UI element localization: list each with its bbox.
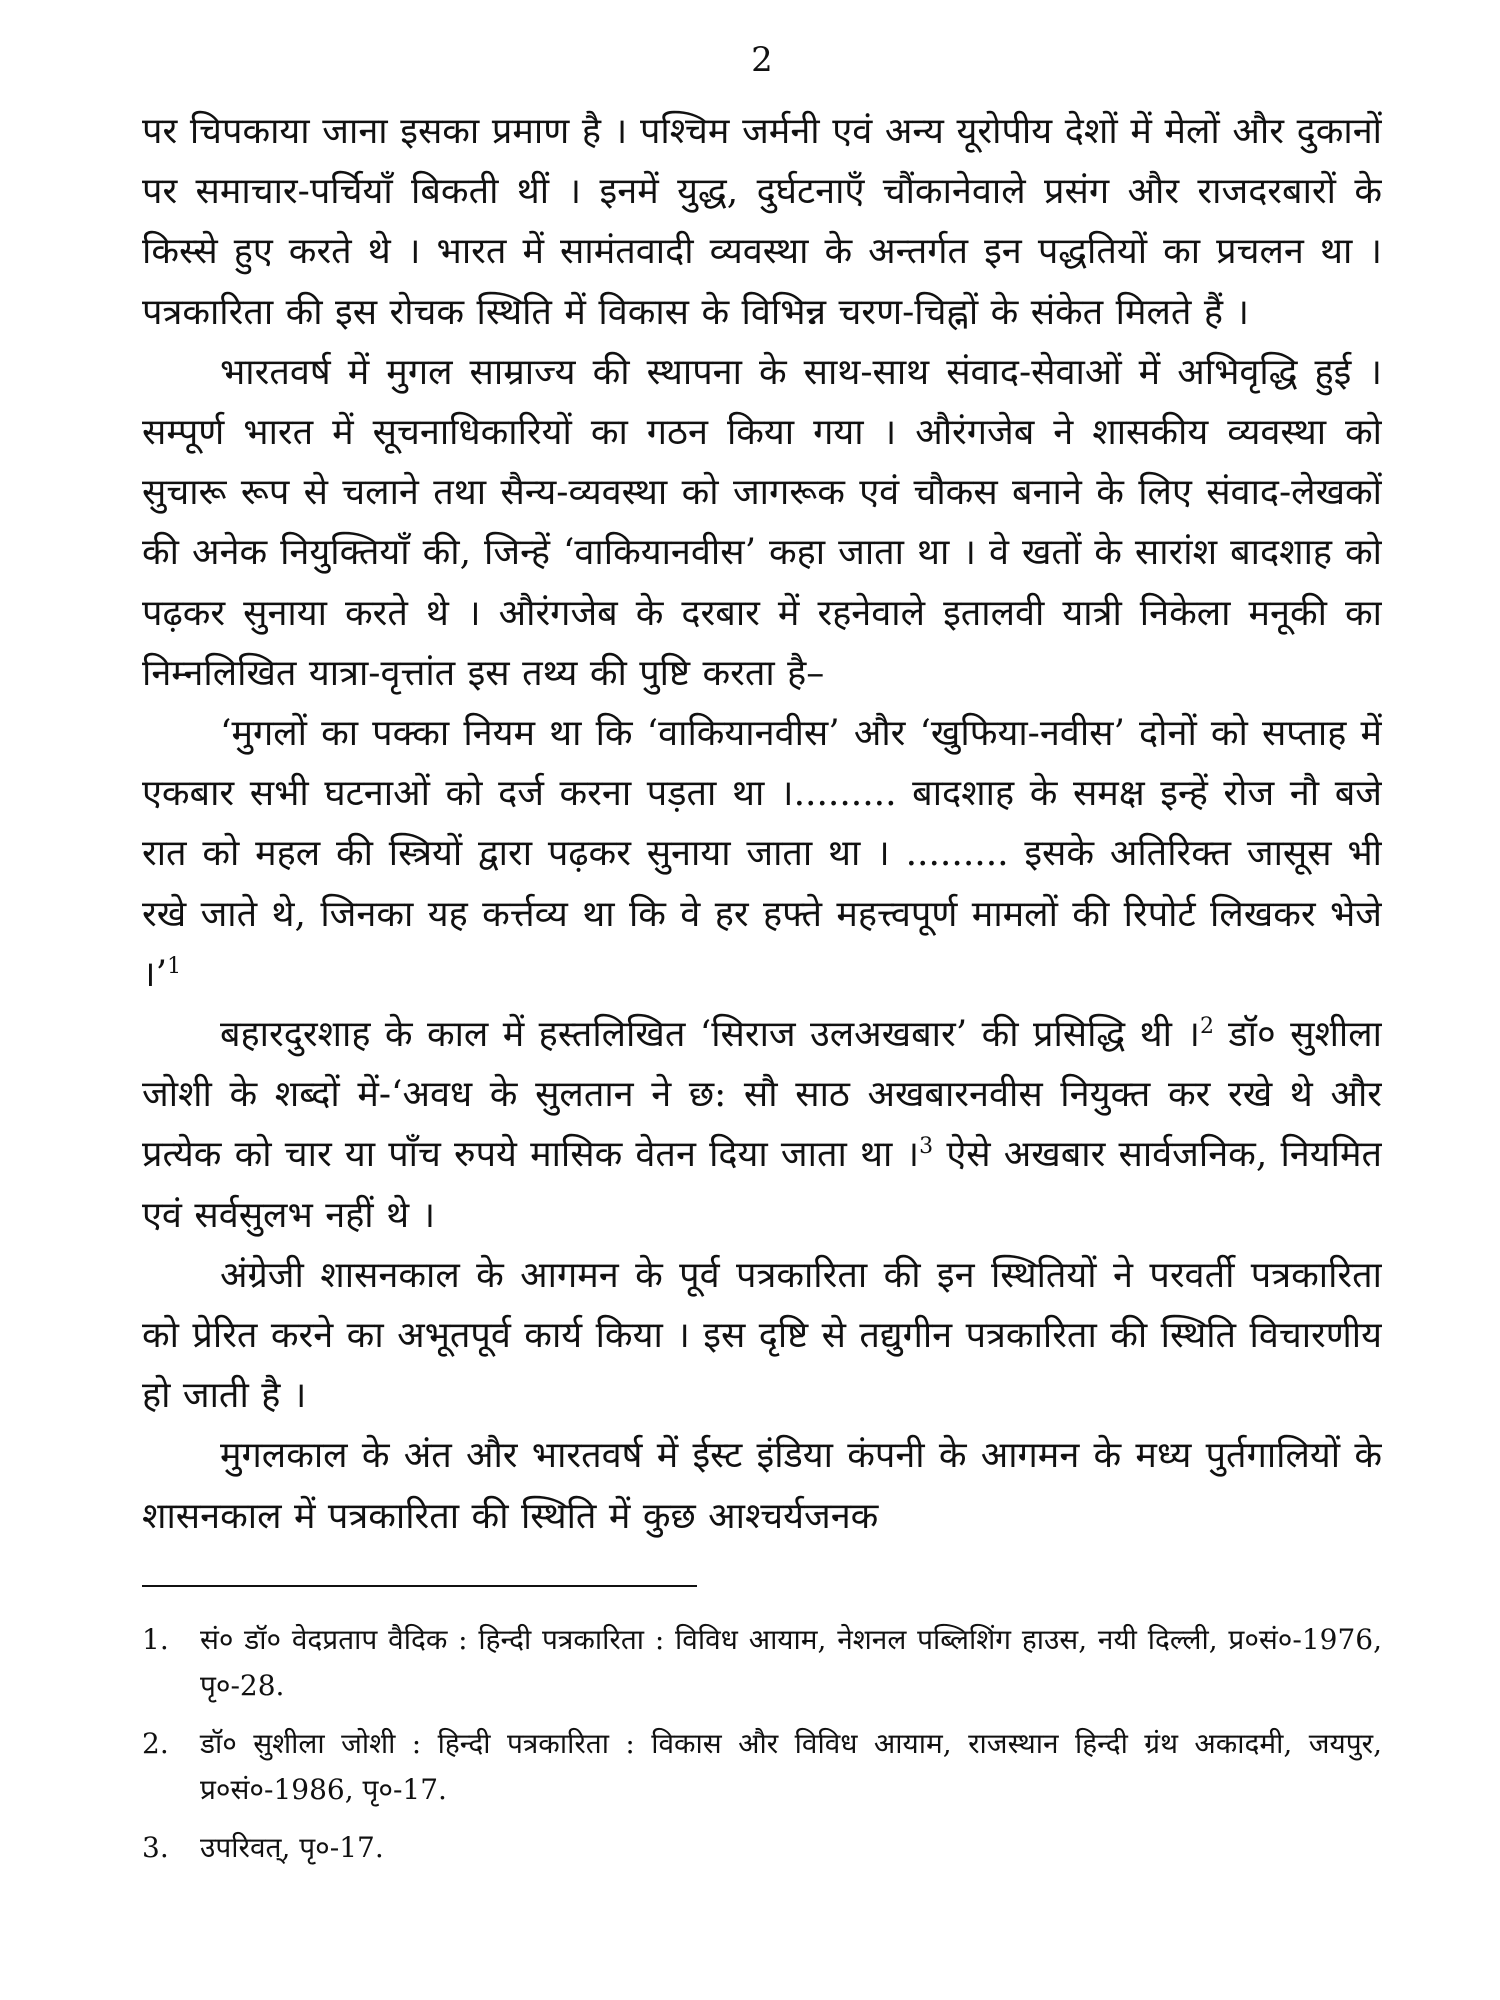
footnote-text: सं० डॉ० वेदप्रताप वैदिक : हिन्दी पत्रकारिता : विविध आयाम, नेशनल पब्लिशिंग हाउस, नयी दिल्ली, प्र०सं०-1976, पृ०-28. — [200, 1622, 1382, 1702]
footnote-2 — [142, 1721, 1382, 1813]
footnote-number: 1. — [142, 1622, 169, 1656]
paragraph-2: भारतवर्ष में मुगल साम्राज्य की स्थापना के साथ-साथ संवाद-सेवाओं में अभिवृद्धि हुई । सम्पूर्ण भारत में सूचनाधिकारियों का गठन किया गया । औरंगजेब ने शासकीय व्यवस्था को सुचारू रूप से चलाने तथा सैन्य-व्यवस्था को जागरूक एवं चौकस बनाने के लिए संवाद-लेखकों की अनेक नियुक्तियाँ की, जिन्हें ‘वाकियानवीस’ कहा जाता था । वे खतों के सारांश बादशाह को पढ़कर सुनाया करते थे । औरंगजेब के दरबार में रहनेवाले इतालवी यात्री निकेला मनूकी का निम्नलिखित यात्रा-वृत्तांत इस तथ्य की पुष्टि करता है– — [142, 351, 1382, 694]
footnote-3 — [142, 1825, 1382, 1871]
footnote-divider — [142, 1585, 697, 1587]
footnote-1 — [142, 1617, 1382, 1709]
paragraph-6: मुगलकाल के अंत और भारतवर्ष में ईस्ट इंडिया कंपनी के आगमन के मध्य पुर्तगालियों के शासनकाल में पत्रकारिता की स्थिति में कुछ आश्चर्यजनक — [142, 1435, 1382, 1537]
footnotes — [142, 1617, 1382, 1871]
footnote-ref-1: 1 — [167, 953, 182, 979]
footnote-number: 3. — [142, 1830, 169, 1864]
document-page — [142, 40, 1382, 1980]
paragraph-quote — [142, 704, 1382, 1005]
footnote-text: उपरिवत्, पृ०-17. — [200, 1830, 384, 1864]
page-number: 2 — [751, 40, 773, 80]
sentence-newspapers: ऐसे अखबार सार्वजनिक, नियमित एवं सर्वसुलभ नहीं थे । — [142, 1134, 1382, 1236]
footnote-number: 2. — [142, 1726, 169, 1760]
footnote-ref-3: 3 — [919, 1134, 934, 1160]
paragraph-1: पर चिपकाया जाना इसका प्रमाण है । पश्चिम जर्मनी एवं अन्य यूरोपीय देशों में मेलों और दुकानों पर समाचार-पर्चियाँ बिकती थीं । इनमें युद्ध, दुर्घटनाएँ चौंकानेवाले प्रसंग और राजदरबारों के किस्से हुए करते थे । भारत में सामंतवादी व्यवस्था के अन्तर्गत इन पद्धतियों का प्रचलन था । पत्रकारिता की इस रोचक स्थिति में विकास के विभिन्न चरण-चिह्नों के संकेत मिलते हैं । — [142, 111, 1382, 333]
footnote-ref-2: 2 — [1199, 1014, 1214, 1040]
paragraph-4 — [142, 1005, 1382, 1246]
sentence-siraj: बहारदुरशाह के काल में हस्तलिखित ‘सिराज उलअखबार’ की प्रसिद्धि थी । — [220, 1014, 1200, 1056]
body-text — [142, 102, 1382, 1547]
quote-text: ‘मुगलों का पक्का नियम था कि ‘वाकियानवीस’ और ‘खुफिया-नवीस’ दोनों को सप्ताह में एकबार सभी घटनाओं को दर्ज करना पड़ता था ।......... बादशाह के समक्ष इन्हें रोज नौ बजे रात को महल की स्त्रियों द्वारा पढ़कर सुनाया जाता था । ......... इसके अतिरिक्त जासूस भी रखे जाते थे, जिनका यह कर्त्तव्य था कि वे हर हफ्ते महत्त्वपूर्ण मामलों की रिपोर्ट लिखकर भेजे ।’ — [142, 713, 1382, 995]
footnote-text: डॉ० सुशीला जोशी : हिन्दी पत्रकारिता : विकास और विविध आयाम, राजस्थान हिन्दी ग्रंथ अकादमी, जयपुर, प्र०सं०-1986, पृ०-17. — [200, 1726, 1382, 1806]
paragraph-5: अंग्रेजी शासनकाल के आगमन के पूर्व पत्रकारिता की इन स्थितियों ने परवर्ती पत्रकारिता को प्रेरित करने का अभूतपूर्व कार्य किया । इस दृष्टि से तद्युगीन पत्रकारिता की स्थिति विचारणीय हो जाती है । — [142, 1254, 1382, 1417]
sentence-joshi: डॉ० सुशीला जोशी के शब्दों में-‘अवध के सुलतान ने छ: सौ साठ अखबारनवीस नियुक्त कर रखे थे और प्रत्येक को चार या पाँच रुपये मासिक वेतन दिया जाता था । — [142, 1014, 1382, 1176]
